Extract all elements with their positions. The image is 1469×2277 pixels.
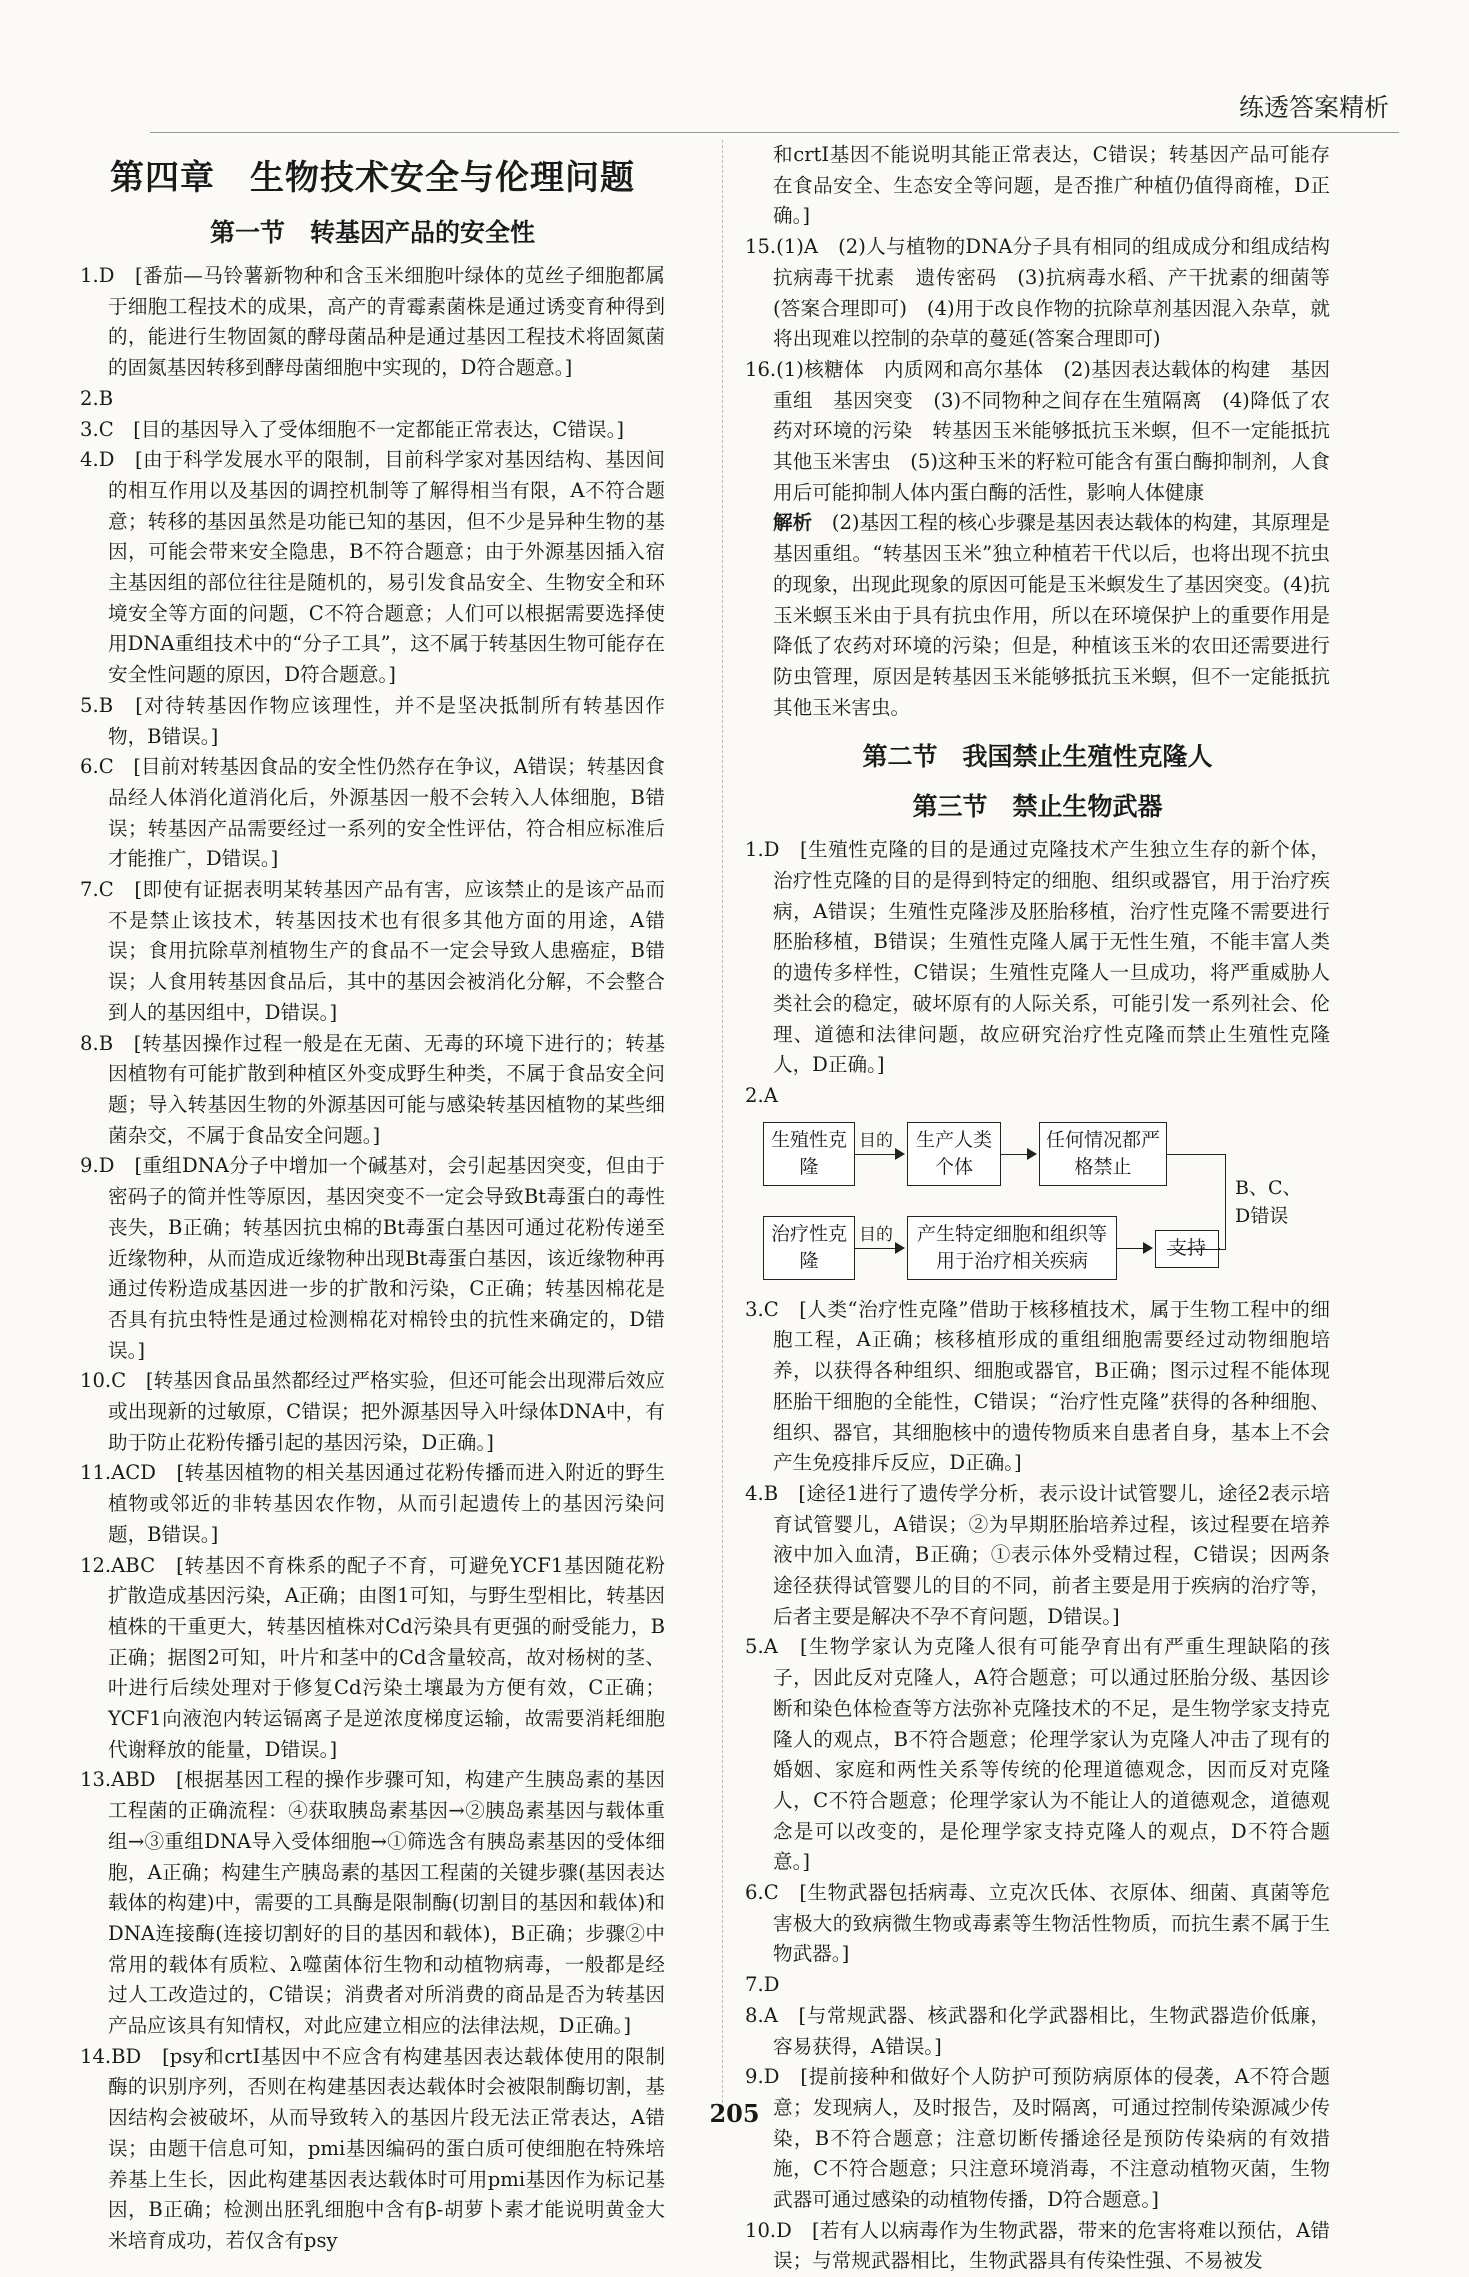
box-reproductive-cloning: 生殖性克隆	[763, 1122, 855, 1186]
header-rule	[150, 132, 1399, 133]
answer-item: 14.BD [psy和crtI基因中不应含有构建基因表达载体使用的限制酶的识别序列，否则在构建基因表达载体时会被限制酶切割，基因结构会被破坏，从而导致转入的基因片段无法正常表达，A错误；由题干信息可知，pmi基因编码的蛋白质可使细胞在特殊培养基上生长，因此构建基因表达载体时可用pmi基因作为标记基因，B正确；检测出胚乳细胞中含有β-胡萝卜素才能说明黄金大米培育成功，若仅含有psy	[80, 2044, 665, 2252]
section-title-1: 第一节 转基因产品的安全性	[209, 218, 535, 247]
answer-item: 2.A	[745, 1083, 778, 1107]
answer-item: 7.D	[745, 1973, 780, 1997]
box-produce-person: 生产人类个体	[907, 1122, 1001, 1186]
diagram-side-label: B、C、D错误	[1235, 1176, 1302, 1227]
answer-item: 9.D [提前接种和做好个人防护可预防病原体的侵袭，A不符合题意；发现病人，及时报告，及时隔离，可通过控制传染源减少传染，B不符合题意；注意切断传播途径是预防传染病的有效措施，C不符合题意；只注意环境消毒，不注意动植物灭菌，生物武器可通过感染的动植物传播，D符合题意。]	[745, 2065, 1330, 2212]
answer-item: 1.D [生殖性克隆的目的是通过克隆技术产生独立生存的新个体，治疗性克隆的目的是得到特定的细胞、组织或器官，用于治疗疾病，A错误；生殖性克隆涉及胚胎移植，治疗性克隆不需要进行胚胎移植，B错误；生殖性克隆人属于无性生殖，不能丰富人类的遗传多样性，C错误；生殖性克隆人一旦成功，将严重威胁人类社会的稳定，破坏原有的人际关系，可能引发一系列社会、伦理、道德和法律问题，故应研究治疗性克隆而禁止生殖性克隆人，D正确。]	[745, 838, 1330, 1077]
answer-item: 15.(1)A (2)人与植物的DNA分子具有相同的组成成分和组成结构 抗病毒干扰素 遗传密码 (3)抗病毒水稻、产干扰素的细菌等(答案合理即可) (4)用于改良作物的抗除草剂基因混入杂草，就将出现难以控制的杂草的蔓延(答案合理即可)	[745, 235, 1350, 351]
answer-item: 10.D [若有人以病毒作为生物武器，带来的危害将难以预估，A错误；与常规武器相比，生物武器具有传染性强、不易被发	[745, 2218, 1330, 2273]
arrow-line	[1001, 1154, 1029, 1155]
analysis-paragraph	[745, 508, 1330, 723]
answer-item: 16.(1)核糖体 内质网和高尔基体 (2)基因表达载体的构建 基因重组 基因突变 (3)不同物种之间存在生殖隔离 (4)降低了农药对环境的污染 转基因玉米能够抵抗玉米螟，但不一定能抵抗其他玉米害虫 (5)这种玉米的籽粒可能含有蛋白酶抑制剂，人食用后可能抑制人体内蛋白酶的活性，影响人体健康	[745, 357, 1330, 504]
answer-item: 11.ACD [转基因植物的相关基因通过花粉传播而进入附近的野生植物或邻近的非转基因农作物，从而引起遗传上的基因污染问题，B错误。]	[80, 1461, 665, 1546]
left-column	[80, 145, 665, 2257]
box-therapeutic-cloning: 治疗性克隆	[763, 1216, 855, 1280]
answer-item: 10.C [转基因食品虽然都经过严格实验，但还可能会出现滞后效应或出现新的过敏原，C错误；把外源基因导入叶绿体DNA中，有助于防止花粉传播引起的基因污染，D正确。]	[80, 1369, 665, 1454]
box-strict-ban: 任何情况都严格禁止	[1039, 1122, 1167, 1186]
chapter-title: 第四章 生物技术安全与伦理问题	[110, 158, 635, 198]
arrow-line	[855, 1154, 897, 1155]
answer-item: 4.D [由于科学发展水平的限制，目前科学家对基因结构、基因间的相互作用以及基因的调控机制等了解得相当有限，A不符合题意；转移的基因虽然是功能已知的基因，但不少是异种生物的基因，可能会带来安全隐患，B不符合题意；由于外源基因插入宿主基因组的部位往往是随机的，易引发食品安全、生物安全和环境安全等方面的问题，C不符合题意；人们可以根据需要选择使用DNA重组技术中的“分子工具”，这不属于转基因生物可能存在安全性问题的原因，D符合题意。]	[80, 448, 665, 687]
section-title-3: 第三节 禁止生物武器	[912, 792, 1163, 822]
answer-item: 3.C [人类“治疗性克隆”借助于核移植技术，属于生物工程中的细胞工程，A正确；核移植形成的重组细胞需要经过动物细胞培养，以获得各种组织、细胞或器官，B正确；图示过程不能体现胚胎干细胞的全能性，C错误；“治疗性克隆”获得的各种细胞、组织、器官，其细胞核中的遗传物质来自患者自身，基本上不会产生免疫排斥反应，D正确。]	[745, 1297, 1330, 1475]
arrow-line	[855, 1248, 897, 1249]
arrow-head	[895, 1242, 905, 1254]
arrow-label-purpose: 目的	[859, 1224, 893, 1245]
arrow-head	[1027, 1148, 1037, 1160]
answer-item: 13.ABD [根据基因工程的操作步骤可知，构建产生胰岛素的基因工程菌的正确流程：④获取胰岛素基因→②胰岛素基因与载体重组→③重组DNA导入受体细胞→①筛选含有胰岛素基因的受体细胞，A正确；构建生产胰岛素的基因工程菌的关键步骤(基因表达载体的构建)中，需要的工具酶是限制酶(切割目的基因和载体)和DNA连接酶(连接切割好的目的基因和载体)，B正确；步骤②中常用的载体有质粒、λ噬菌体衍生物和动植物病毒，一般都是经过人工改造过的，C错误；消费者对所消费的商品是否为转基因产品应该具有知情权，对此应建立相应的法律法规，D正确。]	[80, 1768, 665, 2038]
arrow-head	[895, 1148, 905, 1160]
box-produce-cells: 产生特定细胞和组织等用于治疗相关疾病	[907, 1216, 1117, 1280]
answer-item: 9.D [重组DNA分子中增加一个碱基对，会引起基因突变，但由于密码子的简并性等原因，基因突变不一定会导致Bt毒蛋白的毒性丧失，B正确；转基因抗虫棉的Bt毒蛋白基因可通过花粉传递至近缘物种，从而造成近缘物种出现Bt毒蛋白基因，该近缘物种再通过传粉造成基因进一步的扩散和污染，C正确；转基因棉花是否具有抗虫特性是通过检测棉花对棉铃虫的抗性来确定的，D错误。]	[80, 1154, 665, 1362]
answer-item: 5.A [生物学家认为克隆人很有可能孕育出有严重生理缺陷的孩子，因此反对克隆人，A符合题意；可以通过胚胎分级、基因诊断和染色体检查等方法弥补克隆技术的不足，是生物学家支持克隆人的观点，B不符合题意；伦理学家认为克隆人冲击了现有的婚姻、家庭和两性关系等传统的伦理道德观念，因而反对克隆人，C不符合题意；伦理学家认为不能让人的道德观念，道德观念是可以改变的，是伦理学家支持克隆人的观点，D不符合题意。]	[745, 1635, 1330, 1874]
analysis-text: (2)基因工程的核心步骤是基因表达载体的构建，其原理是基因重组。“转基因玉米”独立种植若干代以后，也将出现不抗虫的现象，出现此现象的原因可能是玉米螟发生了基因突变。(4)抗玉米螟玉米由于具有抗虫作用，所以在环境保护上的重要作用是降低了农药对环境的污染；但是，种植该玉米的农田还需要进行防虫管理，原因是转基因玉米能够抵抗玉米螟，但不一定能抵抗其他玉米害虫。	[773, 511, 1330, 719]
answer-item: 6.C [目前对转基因食品的安全性仍然存在争议，A错误；转基因食品经人体消化道消化后，外源基因一般不会转入人体细胞，B错误；转基因产品需要经过一系列的安全性评估，符合相应标准后才能推广，D错误。]	[80, 755, 665, 871]
answer-item: 7.C [即使有证据表明某转基因产品有害，应该禁止的是该产品而不是禁止该技术，转基因技术也有很多其他方面的用途，A错误；食用抗除草剂植物生产的食品不一定会导致人患癌症，B错误；人食用转基因食品后，其中的基因会被消化分解，不会整合到人的基因组中，D错误。]	[80, 878, 665, 1024]
column-separator	[722, 140, 723, 2113]
answer-item: 1.D [番茄—马铃薯新物种和含玉米细胞叶绿体的苋丝子细胞都属于细胞工程技术的成果，高产的青霉素菌株是通过诱变育种得到的，能进行生物固氮的酵母菌品种是通过基因工程技术将固氮菌的固氮基因转移到酵母菌细胞中实现的，D符合题意。]	[80, 264, 665, 380]
arrow-head	[1143, 1242, 1153, 1254]
section-title-2: 第二节 我国禁止生殖性克隆人	[862, 742, 1213, 772]
answer-item: 6.C [生物武器包括病毒、立克次氏体、衣原体、细菌、真菌等危害极大的致病微生物或毒素等生物活性物质，而抗生素不属于生物武器。]	[745, 1881, 1330, 1966]
answer-item: 4.B [途径1进行了遗传学分析，表示设计试管婴儿，途径2表示培育试管婴儿，A错误；②为早期胚胎培养过程，该过程要在培养液中加入血清，B正确；①表示体外受精过程，C错误；因两条途径获得试管婴儿的目的不同，前者主要是用于疾病的治疗等，后者主要是解决不孕不育问题，D错误。]	[745, 1481, 1330, 1628]
answer-item-continued: 和crtI基因不能说明其能正常表达，C错误；转基因产品可能存在食品安全、生态安全等问题，是否推广种植仍值得商榷，D正确。]	[773, 143, 1330, 228]
right-column	[745, 140, 1350, 2277]
analysis-label: 解析	[773, 511, 813, 535]
header-title: 练透答案精析	[1238, 93, 1389, 122]
page-number: 205	[709, 2099, 760, 2128]
arrow-label-purpose: 目的	[859, 1130, 893, 1151]
answer-item: 12.ABC [转基因不育株系的配子不育，可避免YCF1基因随花粉扩散造成基因污染，A正确；由图1可知，与野生型相比，转基因植株的干重更大，转基因植株对Cd污染具有更强的耐受能力，B正确；据图2可知，叶片和茎中的Cd含量较高，故对杨树的茎、叶进行后续处理对于修复Cd污染土壤最为方便有效，C正确；YCF1向液泡内转运镉离子是逆浓度梯度运输，故需要消耗细胞代谢释放的能量，D错误。]	[80, 1553, 665, 1761]
answer-item: 3.C [目的基因导入了受体细胞不一定都能正常表达，C错误。]	[80, 417, 625, 441]
box-support: 支持	[1155, 1230, 1219, 1268]
cloning-diagram	[763, 1120, 1343, 1285]
answer-item: 5.B [对待转基因作物应该理性，并不是坚决抵制所有转基因作物，B错误。]	[80, 693, 665, 748]
answer-item: 8.B [转基因操作过程一般是在无菌、无毒的环境下进行的；转基因植物有可能扩散到种植区外变成野生种类，不属于食品安全问题；导入转基因生物的外源基因可能与感染转基因植物的某些细菌杂交，不属于食品安全问题。]	[80, 1031, 665, 1147]
bracket	[1167, 1154, 1226, 1250]
answer-item: 8.A [与常规武器、核武器和化学武器相比，生物武器造价低廉，容易获得，A错误。]	[745, 2003, 1330, 2058]
answer-item: 2.B	[80, 386, 114, 410]
arrow-line	[1117, 1248, 1145, 1249]
